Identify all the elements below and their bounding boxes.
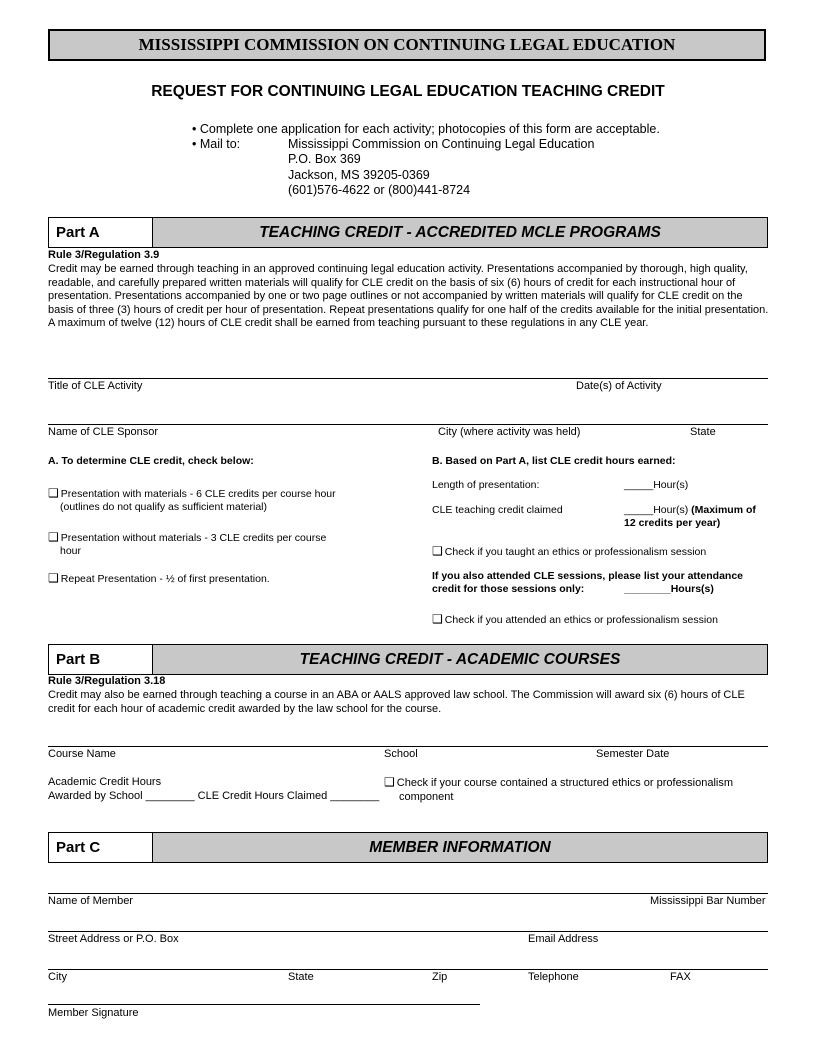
street-label: Street Address or P.O. Box: [48, 933, 179, 945]
part-a-label: Part A: [49, 218, 153, 247]
city-line-field[interactable]: [48, 969, 768, 970]
part-a-rule: Rule 3/Regulation 3.9: [48, 249, 160, 261]
credit-hours-fields[interactable]: Awarded by School ________ CLE Credit Hours Claimed ________: [48, 789, 380, 802]
part-b-text: Credit may also be earned through teaching a course in an ABA or AALS approved law school. The Commission will award six (6) hours of CLE credit for each hour of academic credit awarded by the law school for the course.: [48, 689, 745, 715]
ethics-taught-label: Check if you taught an ethics or professionalism session: [444, 546, 707, 558]
telephone-label: Telephone: [528, 971, 579, 983]
commission-header: MISSISSIPPI COMMISSION ON CONTINUING LEGAL EDUCATION: [48, 29, 766, 61]
part-a-text: Credit may be earned through teaching in an approved continuing legal education activity. Presentations accompanied by thorough, high quality, readable, and carefully prepared written materials will qualify for CLE credit on the basis of six (6) hours of credit for each instructional hour of presentation. Presentations accompanied by one or two page outlines or not accompanied by written materials will qualify for CLE credit on the basis of three (3) hours of credit per hour of presentation. Repeat presentations qualify for one half of the credits available for the initial presentation. A maximum of twelve (12) hours of CLE credit shall be earned from teaching pursuant to these regulations in any CLE year.: [48, 263, 769, 330]
part-a-bar: [48, 217, 768, 248]
part-c-bar: [48, 832, 768, 863]
option-label: Presentation with materials - 6 CLE credits per course hour: [60, 488, 336, 500]
part-b-title: TEACHING CREDIT - ACADEMIC COURSES: [153, 645, 767, 674]
address-line: Mississippi Commission on Continuing Legal Education: [288, 137, 595, 152]
signature-line[interactable]: [48, 1004, 480, 1005]
part-c-title: MEMBER INFORMATION: [153, 833, 767, 862]
instruction-complete: • Complete one application for each activity; photocopies of this form are acceptable.: [192, 122, 660, 136]
form-title: REQUEST FOR CONTINUING LEGAL EDUCATION TEACHING CREDIT: [151, 83, 665, 100]
academic-credit-fields[interactable]: [48, 776, 379, 803]
section-b-heading: B. Based on Part A, list CLE credit hours earned:: [432, 455, 676, 467]
dates-label: Date(s) of Activity: [576, 380, 662, 392]
course-ethics-label: Check if your course contained a structured ethics or professionalism: [396, 777, 734, 789]
attended-note: [432, 570, 743, 596]
part-c-label: Part C: [49, 833, 153, 862]
city-label: City (where activity was held): [438, 426, 581, 438]
bar-number-label: Mississippi Bar Number: [650, 895, 766, 907]
ethics-attended-option[interactable]: [432, 613, 718, 627]
part-a-title: TEACHING CREDIT - ACCREDITED MCLE PROGRAMS: [153, 218, 767, 247]
checkbox-icon[interactable]: ❑: [432, 612, 443, 626]
option-repeat[interactable]: [48, 572, 270, 586]
checkbox-icon[interactable]: ❑: [48, 530, 59, 544]
title-field-line[interactable]: [48, 378, 768, 379]
claimed-max-continued: 12 credits per year): [624, 517, 721, 529]
sponsor-label: Name of CLE Sponsor: [48, 426, 159, 438]
claimed-max: (Maximum of: [691, 504, 756, 516]
sponsor-field-line[interactable]: [48, 424, 768, 425]
part-b-bar: [48, 644, 768, 675]
option-label-continued: hour: [60, 545, 82, 557]
length-field[interactable]: _____Hour(s): [624, 479, 689, 491]
attended-line: If you also attended CLE sessions, please list your attendance: [432, 570, 744, 582]
checkbox-icon[interactable]: ❑: [48, 571, 59, 585]
school-label: School: [384, 748, 418, 760]
claimed-label: CLE teaching credit claimed: [432, 504, 563, 516]
semester-label: Semester Date: [596, 748, 670, 760]
signature-label: Member Signature: [48, 1007, 139, 1019]
course-ethics-label-continued: component: [399, 790, 454, 803]
checkbox-icon[interactable]: ❑: [432, 544, 443, 558]
section-a-heading: A. To determine CLE credit, check below:: [48, 455, 254, 467]
course-ethics-option[interactable]: [384, 776, 733, 804]
member-name-label: Name of Member: [48, 895, 133, 907]
option-without-materials[interactable]: [48, 531, 326, 558]
address-line-field[interactable]: [48, 931, 768, 932]
option-with-materials[interactable]: [48, 487, 336, 514]
attended-line: credit for those sessions only:: [432, 583, 585, 595]
option-label: Repeat Presentation - ½ of first presentation.: [60, 573, 270, 585]
option-note: (outlines do not qualify as sufficient material): [60, 501, 267, 513]
checkbox-icon[interactable]: ❑: [48, 486, 59, 500]
mail-to-label: • Mail to:: [192, 137, 241, 152]
mail-address: [288, 137, 594, 198]
part-b-label: Part B: [49, 645, 153, 674]
length-label: Length of presentation:: [432, 479, 540, 491]
course-name-label: Course Name: [48, 748, 116, 760]
claimed-field[interactable]: [624, 504, 756, 530]
fax-label: FAX: [670, 971, 691, 983]
option-label: Presentation without materials - 3 CLE credits per course: [60, 532, 327, 544]
ethics-taught-option[interactable]: [432, 545, 706, 559]
address-line: Jackson, MS 39205-0369: [288, 167, 430, 182]
instructions: [192, 122, 660, 198]
course-field-line[interactable]: [48, 746, 768, 747]
member-name-line[interactable]: [48, 893, 768, 894]
zip-label: Zip: [432, 971, 448, 983]
member-state-label: State: [288, 971, 314, 983]
ethics-attended-label: Check if you attended an ethics or professionalism session: [444, 614, 718, 626]
state-label: State: [690, 426, 716, 438]
claimed-blank[interactable]: _____Hour(s): [624, 504, 689, 516]
address-line: P.O. Box 369: [288, 152, 361, 167]
attended-hours-field[interactable]: ________Hours(s): [624, 583, 714, 595]
part-b-rule: Rule 3/Regulation 3.18: [48, 675, 166, 687]
checkbox-icon[interactable]: ❑: [384, 775, 395, 789]
academic-credit-label: Academic Credit Hours: [48, 776, 162, 788]
title-label: Title of CLE Activity: [48, 380, 143, 392]
email-label: Email Address: [528, 933, 599, 945]
address-phone: (601)576-4622 or (800)441-8724: [288, 182, 471, 197]
member-city-label: City: [48, 971, 67, 983]
